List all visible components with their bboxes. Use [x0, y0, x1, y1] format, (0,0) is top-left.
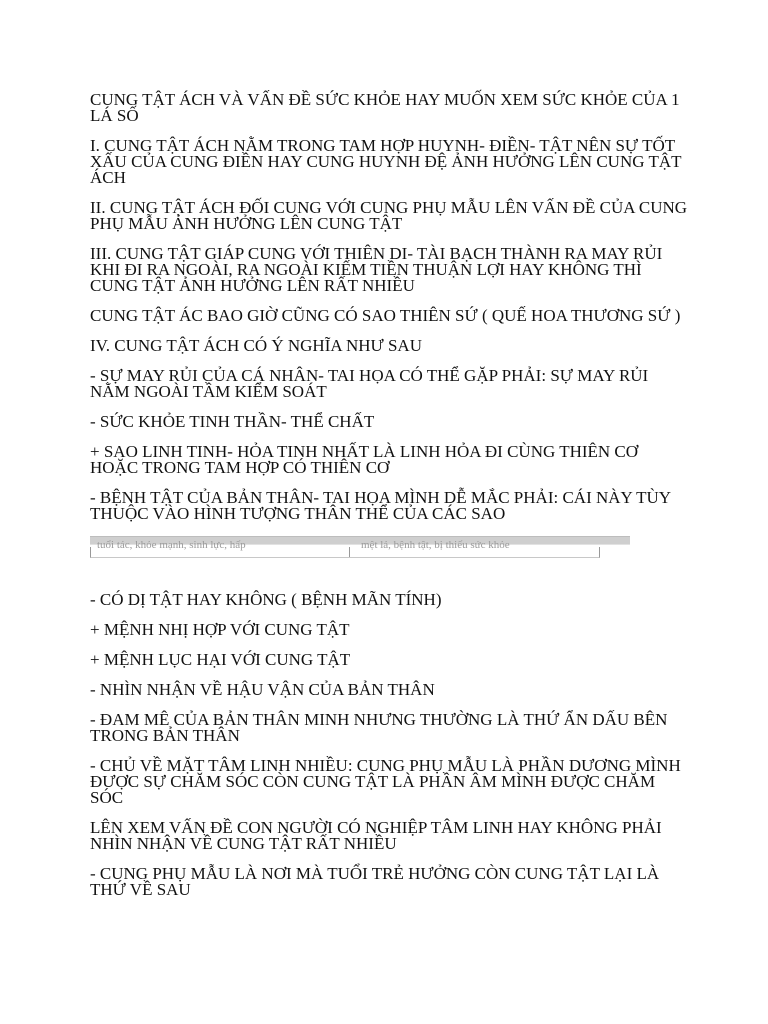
paragraph-section-ii: II. CUNG TẬT ÁCH ĐỐI CUNG VỚI CUNG PHỤ MẪU LÊN VẤN ĐỀ CỦA CUNG PHỤ MẪU ẢNH HƯỞNG LÊN CUNG TẬT	[90, 198, 688, 233]
table-cell-right: mệt lả, bệnh tật, bị thiếu sức khỏe	[361, 539, 510, 551]
paragraph-tam-linh: - CHỦ VỀ MẶT TÂM LINH NHIỀU: CUNG PHỤ MẪU LÀ PHẦN DƯƠNG MÌNH ĐƯỢC SỰ CHĂM SÓC CÒN CUNG TẬT LÀ PHẦN ÂM MÌNH ĐƯỢC CHĂM SÓC	[90, 756, 681, 807]
paragraph-section-i: I. CUNG TẬT ÁCH NẰM TRONG TAM HỢP HUYNH- ĐIỀN- TẬT NÊN SỰ TỐT XẤU CỦA CUNG ĐIỀN HAY CUNG HUYNH ĐỆ ẢNH HƯỞNG LÊN CUNG TẬT ÁCH	[90, 136, 682, 187]
paragraph-hau-van: - NHÌN NHẬN VỀ HẬU VẬN CỦA BẢN THÂN	[90, 680, 435, 699]
paragraph-thien-su: CUNG TẬT ÁC BAO GIỜ CŨNG CÓ SAO THIÊN SỨ ( QUẾ HOA THƯƠNG SỨ )	[90, 306, 681, 325]
table-column-separator	[349, 547, 350, 557]
document-page	[90, 92, 690, 912]
paragraph-may-rui: - SỰ MAY RỦI CỦA CÁ NHÂN- TAI HỌA CÓ THỂ GẶP PHẢI: SỰ MAY RỦI NẰM NGOÀI TẦM KIỂM SOÁT	[90, 366, 649, 401]
paragraph-section-iv: IV. CUNG TẬT ÁCH CÓ Ý NGHĨA NHƯ SAU	[90, 336, 422, 355]
paragraph-benh-tat: - BỆNH TẬT CỦA BẢN THÂN- TAI HỌA MÌNH DỄ MẮC PHẢI: CÁI NÀY TÙY THUỘC VÀO HÌNH TƯỢNG THÂN THỂ CỦA CÁC SAO	[90, 488, 671, 523]
paragraph-linh-tinh: + SAO LINH TINH- HỎA TINH NHẤT LÀ LINH HỎA ĐI CÙNG THIÊN CƠ HOẶC TRONG TAM HỢP CÓ THIÊN CƠ	[90, 442, 639, 477]
paragraph-nghiep: LÊN XEM VẤN ĐỀ CON NGƯỜI CÓ NGHIỆP TÂM LINH HAY KHÔNG PHẢI NHÌN NHẬN VỀ CUNG TẬT RẤT NHIỀU	[90, 818, 662, 853]
paragraph-phu-mau: - CUNG PHỤ MẪU LÀ NƠI MÀ TUỔI TRẺ HƯỞNG CÒN CUNG TẬT LẠI LÀ THỨ VỀ SAU	[90, 864, 660, 899]
paragraph-luc-hai: + MỆNH LỤC HẠI VỚI CUNG TẬT	[90, 650, 351, 669]
paragraph-section-iii: III. CUNG TẬT GIÁP CUNG VỚI THIÊN DI- TÀI BẠCH THÀNH RA MAY RỦI KHI ĐI RA NGOÀI, RA NGOÀI KIẾM TIỀN THUẬN LỢI HAY KHÔNG THÌ CUNG TẬT ẢNH HƯỞNG LÊN RẤT NHIỀU	[90, 244, 663, 295]
table-row-frame	[90, 539, 600, 558]
document-title: CUNG TẬT ÁCH VÀ VẤN ĐỀ SỨC KHỎE HAY MUỐN XEM SỨC KHỎE CỦA 1 LÁ SỐ	[90, 90, 680, 125]
embedded-table-fragment	[90, 536, 630, 566]
paragraph-dam-me: - ĐAM MÊ CỦA BẢN THÂN MINH NHƯNG THƯỜNG LÀ THỨ ẨN DẤU BÊN TRONG BẢN THÂN	[90, 710, 668, 745]
table-cell-left: tuổi tác, khỏe mạnh, sinh lực, hấp	[97, 539, 246, 551]
paragraph-suc-khoe: - SỨC KHỎE TINH THẦN- THỂ CHẤT	[90, 412, 375, 431]
paragraph-di-tat: - CÓ DỊ TẬT HAY KHÔNG ( BỆNH MÃN TÍNH)	[90, 590, 442, 609]
paragraph-nhi-hop: + MỆNH NHỊ HỢP VỚI CUNG TẬT	[90, 620, 350, 639]
